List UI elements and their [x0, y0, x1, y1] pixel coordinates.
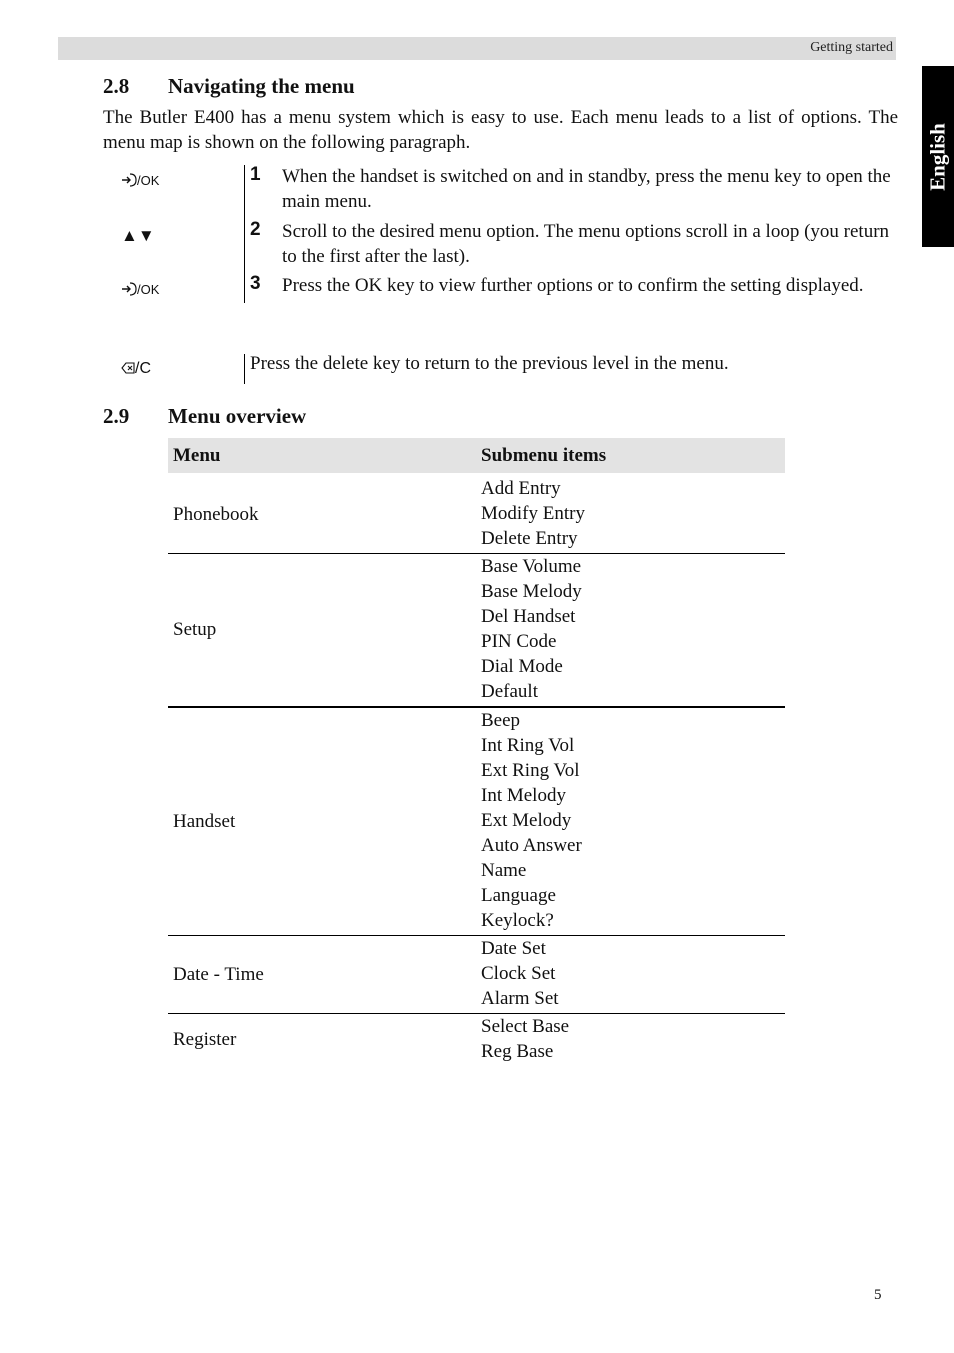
language-tab-label: English [925, 122, 950, 191]
steps-divider [244, 165, 245, 303]
menu-overview-table [168, 438, 785, 1066]
menu-cell: Date - Time [168, 936, 476, 1014]
section-number: 2.9 [103, 404, 130, 428]
submenu-item: Ext Melody [481, 810, 572, 831]
key-label: /C [135, 360, 151, 377]
step-text: Scroll to the desired menu option. The menu options scroll in a loop (you return to the first after the last). [282, 221, 890, 267]
table-row [168, 1014, 785, 1067]
submenu-item: Select Base [481, 1016, 570, 1037]
submenu-item: Del Handset [481, 606, 576, 627]
step-number: 2 [250, 219, 261, 240]
step-text: When the handset is switched on and in standby, press the menu key to open the main menu. [282, 166, 891, 212]
table-row [168, 554, 785, 708]
submenu-item: PIN Code [481, 631, 557, 652]
delete-icon [121, 361, 135, 375]
submenu-item: Language [481, 885, 556, 906]
submenu-item: Keylock? [481, 910, 554, 931]
delete-key-icon [121, 360, 151, 378]
column-header-menu: Menu [168, 438, 476, 475]
submenu-cell [476, 1014, 785, 1067]
running-header-label: Getting started [810, 40, 893, 55]
submenu-item: Delete Entry [481, 528, 578, 549]
section-title: Navigating the menu [168, 74, 355, 98]
menu-cell: Handset [168, 707, 476, 936]
menu-cell: Setup [168, 554, 476, 708]
enter-arrow-icon [121, 173, 137, 187]
submenu-cell [476, 475, 785, 554]
language-tab [922, 66, 954, 247]
submenu-item: Ext Ring Vol [481, 760, 580, 781]
delete-instruction: Press the delete key to return to the previous level in the menu. [250, 353, 729, 374]
submenu-item: Base Volume [481, 556, 582, 577]
page-number: 5 [874, 1287, 882, 1303]
table-row [168, 475, 785, 554]
delete-divider [244, 354, 245, 384]
submenu-item: Dial Mode [481, 656, 563, 677]
submenu-item: Add Entry [481, 478, 561, 499]
table-row [168, 707, 785, 936]
submenu-item: Default [481, 681, 538, 702]
section-number: 2.8 [103, 74, 130, 98]
running-header [58, 37, 896, 60]
menu-ok-key-icon [121, 172, 159, 188]
step-number: 3 [250, 273, 261, 294]
menu-ok-key-icon [121, 281, 159, 297]
submenu-item: Modify Entry [481, 503, 585, 524]
arrow-keys-icon: ▲▼ [121, 226, 155, 245]
submenu-cell [476, 707, 785, 936]
submenu-item: Clock Set [481, 963, 556, 984]
table-header-row [168, 438, 785, 475]
submenu-item: Beep [481, 710, 521, 731]
section-title: Menu overview [168, 404, 307, 428]
intro-paragraph: The Butler E400 has a menu system which is easy to use. Each menu leads to a list of options. The menu map is shown on the following paragraph. [103, 107, 898, 153]
submenu-item: Name [481, 860, 527, 881]
key-label: /OK [137, 173, 160, 188]
submenu-item: Int Melody [481, 785, 566, 806]
key-label: /OK [137, 282, 160, 297]
submenu-item: Alarm Set [481, 988, 559, 1009]
submenu-item: Auto Answer [481, 835, 582, 856]
submenu-item: Base Melody [481, 581, 582, 602]
column-header-submenu: Submenu items [476, 438, 785, 475]
step-text: Press the OK key to view further options or to confirm the setting displayed. [282, 275, 864, 296]
enter-arrow-icon [121, 282, 137, 296]
table-row [168, 936, 785, 1014]
menu-cell: Phonebook [168, 475, 476, 554]
submenu-cell [476, 554, 785, 708]
menu-cell: Register [168, 1014, 476, 1067]
submenu-item: Int Ring Vol [481, 735, 575, 756]
submenu-item: Date Set [481, 938, 546, 959]
submenu-cell [476, 936, 785, 1014]
submenu-item: Reg Base [481, 1041, 554, 1062]
step-number: 1 [250, 164, 261, 185]
